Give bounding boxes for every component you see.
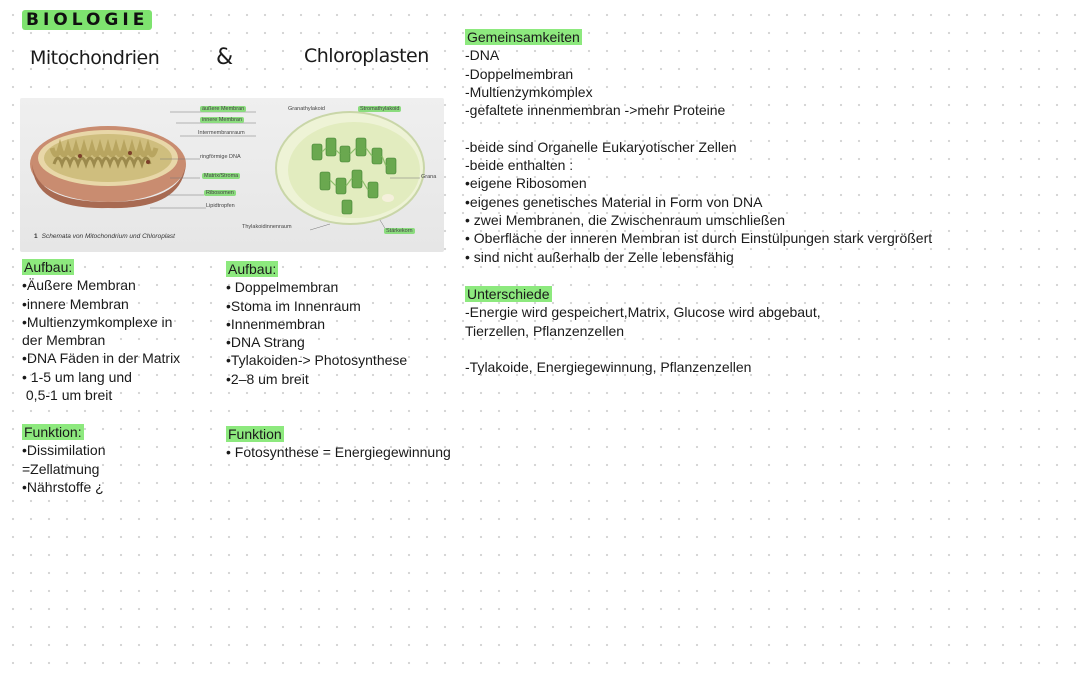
- difference-line: -Tylakoide, Energiegewinnung, Pflanzenzellen: [465, 359, 752, 376]
- commonality-line: •eigene Ribosomen: [465, 175, 587, 192]
- figure-caption-text: Schemata von Mitochondrium und Chloroplast: [41, 233, 175, 240]
- chloroplast-drawing: [276, 112, 424, 224]
- mito-function-line: =Zellatmung: [22, 460, 100, 477]
- commonalities-heading: Gemeinsamkeiten: [467, 29, 580, 45]
- label-lipid-droplet: Lipidtropfen: [206, 203, 235, 209]
- differences-section: [465, 285, 821, 376]
- label-ribosomes: Ribosomen: [206, 190, 234, 196]
- label-ring-dna: ringförmige DNA: [200, 154, 241, 160]
- commonality-line: •eigenes genetisches Material in Form von DNA: [465, 193, 763, 210]
- difference-line: Tierzellen, Pflanzenzellen: [465, 322, 625, 339]
- differences-heading: Unterschiede: [467, 286, 550, 302]
- organelle-schematic-figure: [20, 98, 444, 252]
- mito-function-heading: Funktion:: [24, 424, 82, 440]
- mito-function-line: •Nährstoffe ¿: [22, 478, 104, 495]
- mitochondria-title: Mitochondrien: [30, 47, 160, 69]
- commonality-line: • Oberfläche der inneren Membran ist durch Einstülpungen stark vergrößert: [465, 230, 933, 247]
- chloro-function-section: [226, 425, 451, 462]
- difference-line: -Energie wird gespeichert,Matrix, Glucose wird abgebaut,: [465, 304, 821, 321]
- chloro-structure-line: •Innenmembran: [226, 315, 326, 332]
- figure-caption-number: 1: [34, 233, 38, 240]
- mito-structure-section: [22, 258, 180, 404]
- chloro-structure-line: •2–8 um breit: [226, 370, 309, 387]
- commonality-line: • zwei Membranen, die Zwischenraum umschließen: [465, 211, 786, 228]
- chloroplast-title: Chloroplasten: [304, 45, 429, 67]
- commonality-line: -Multienzymkomplex: [465, 83, 593, 100]
- label-stromathylakoid: Stromathylakoid: [360, 106, 400, 112]
- commonality-line: • sind nicht außerhalb der Zelle lebensfähig: [465, 248, 734, 265]
- ampersand: &: [216, 45, 234, 70]
- label-thylakoid-lumen: Thylakoidinnenraum: [242, 224, 292, 230]
- mito-structure-line: •Multienzymkomplexe in: [22, 313, 173, 330]
- label-starch-grain: Stärkekorn: [386, 228, 413, 234]
- label-inner-membrane: innere Membran: [202, 117, 243, 123]
- subject-title: BIOLOGIE: [22, 10, 152, 30]
- mito-structure-line: • 1-5 um lang und: [22, 368, 132, 385]
- mito-function-section: [22, 423, 105, 496]
- commonalities-section: [465, 28, 932, 266]
- label-grana: Grana: [421, 174, 437, 180]
- chloro-structure-line: •DNA Strang: [226, 334, 305, 351]
- chloro-function-heading: Funktion: [228, 426, 282, 442]
- chloro-structure-section: [226, 260, 407, 388]
- chloro-function-line: • Fotosynthese = Energiegewinnung: [226, 444, 451, 461]
- commonality-line: -DNA: [465, 47, 500, 64]
- mito-structure-line: •DNA Fäden in der Matrix: [22, 350, 181, 367]
- figure-caption: [34, 233, 175, 240]
- mitochondrion-drawing: [30, 126, 186, 208]
- label-granathylakoid: Granathylakoid: [288, 106, 325, 112]
- chloro-structure-heading: Aufbau:: [228, 261, 277, 277]
- chloro-structure-line: •Stoma im Innenraum: [226, 297, 361, 314]
- label-intermembrane-space: Intermembranraum: [198, 130, 245, 136]
- mito-structure-heading: Aufbau:: [24, 259, 73, 275]
- mito-structure-line: 0,5-1 um breit: [22, 387, 113, 404]
- label-outer-membrane: äußere Membran: [202, 106, 245, 112]
- mito-function-line: •Dissimilation: [22, 442, 106, 459]
- commonality-line: -beide sind Organelle Eukaryotischer Zellen: [465, 138, 737, 155]
- mito-structure-line: der Membran: [22, 332, 106, 349]
- commonality-line: -beide enthalten :: [465, 157, 574, 174]
- commonality-line: -Doppelmembran: [465, 65, 574, 82]
- chloro-structure-line: •Tylakoiden-> Photosynthese: [226, 352, 408, 369]
- chloro-structure-line: • Doppelmembran: [226, 279, 339, 296]
- mito-structure-line: •Äußere Membran: [22, 277, 136, 294]
- mito-structure-line: •innere Membran: [22, 295, 129, 312]
- label-matrix-stroma: Matrix/Stroma: [204, 173, 239, 179]
- commonality-line: -gefaltete innenmembran ->mehr Proteine: [465, 102, 726, 119]
